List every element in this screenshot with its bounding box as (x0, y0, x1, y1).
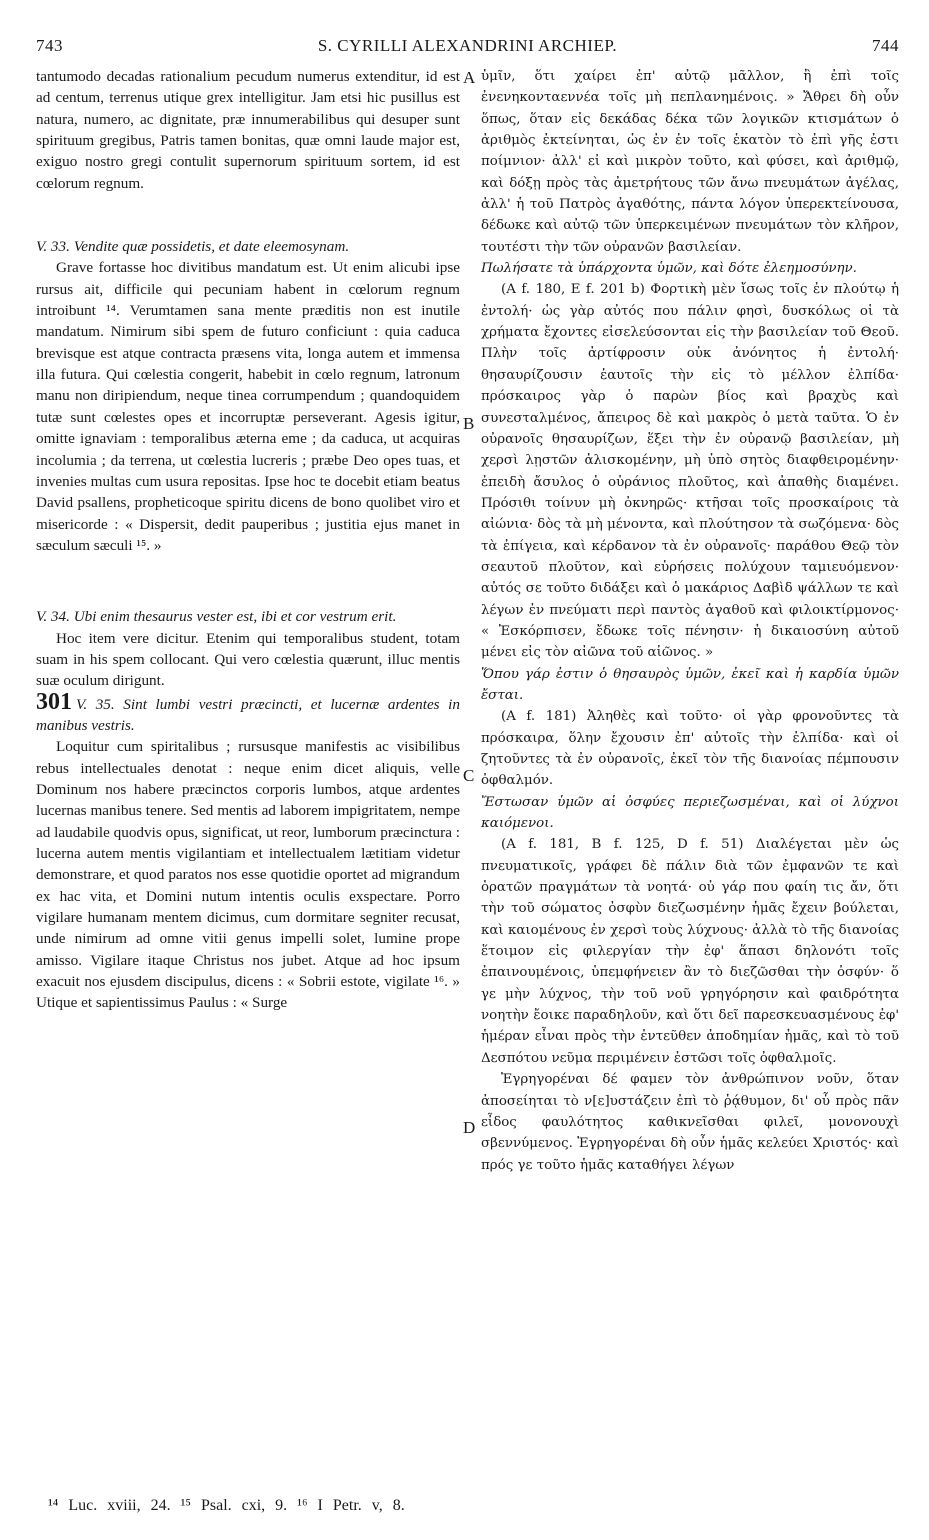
latin-paragraph: Loquitur cum spiritalibus ; rursusque manifestis ac visibilibus rebus intellectuales denotat : neque enim dicet aliquis, velle Dominum nos habere præcinctos corporis lumbos, atque ardentes lucernas manibus tenere. Sed mentis ad laborem impigritatem, nempe ad laudabile quodvis opus, significat, ut reor, lumborum præcinctura : lucerna autem mentis vigilantiam et intellectualem lætitiam videtur demonstrare, et quod paratos nos esse quotidie oportet ad migrandum ex hac vita, et Domini nutum intentis oculis exspectare. Porro vigilare humanam mentem dicimus, cum dormitare segniter recusat, unde nimirum ad omne vitii genus impelli solet, lumine prope amisso. Vigilare itaque Christus nos jubet. Atque ad hoc ipsum exacuit nos ejusdem discipulus, dicens : « Sobrii estote, vigilate ¹⁶. » Utique et sapientissimus Paulus : « Surge (36, 738, 460, 1012)
latin-paragraph: Hoc item vere dicitur. Etenim qui temporalibus student, totam suam in his spem collocant. Qui vero cœlestia quærunt, illuc mentis suæ oculum dirigunt. (36, 629, 460, 690)
greek-column (481, 66, 899, 1176)
page-number-left: 743 (36, 36, 63, 55)
margin-letter-b: B (463, 414, 475, 433)
greek-verse-heading: Ἔστωσαν ὑμῶν αἱ ὀσφύες περιεζωσμέναι, καὶ οἱ λύχνοι καιόμενοι. (481, 794, 899, 832)
greek-paragraph: ὑμῖν, ὅτι χαίρει ἐπ' αὐτῷ μᾶλλον, ἢ ἐπὶ τοῖς ἐνενηκονταεννέα τοῖς μὴ πεπλανημένοις. » Ἄθρει δὴ οὖν ὅπως, ὅταν εἰς δεκάδας δέκα τῶν λογικῶν κτισμάτων ὁ ἀριθμὸς ἐκτείνηται, ὡς ἐν ἐν τοῖς ἑκατὸν τὸ ἐπὶ γῆς ἐστι ποίμνιον· ἀλλ' εἰ καὶ μικρὸν τοῦτο, καὶ φύσει, καὶ ἀριθμῷ, καὶ δόξῃ πρὸς τὰς ἀμετρήτους τῶν ἄνω πνευμάτων ἀγέλας, ἀλλ' ἡ τοῦ Πατρὸς ἀγαθότης, πάντα λόγον ὑπερεκτείνουσα, δέδωκε καὶ αὐτῷ τῶν ὑπερκειμένων πνευμάτων τὸν κλῆρον, τουτέστι τὴν τῶν οὐρανῶν βασιλείαν. (481, 69, 899, 255)
margin-letter-d: D (463, 1118, 476, 1137)
latin-verse-heading: V. 33. Vendite quæ possidetis, et date eleemosynam. (36, 238, 350, 256)
latin-paragraph: tantumodo decadas rationalium pecudum numerus extenditur, id est ad centum, terrenus utique grex intelligitur. Jam etsi hic pusillus est natura, numero, ac dignitate, præ innumerabilibus qui desuper sunt spirituum gregibus, Patris tamen bonitas, quæ omni laude major est, exiguo nostro gregi contulit supernorum spirituum sortem, id est cœlorum regnum. (36, 68, 460, 192)
latin-verse-heading-text: V. 35. Sint lumbi vestri præcincti, et lucernæ ardentes in manibus vestris. (36, 695, 460, 734)
margin-letter-c: C (463, 766, 475, 785)
greek-verse-heading: Ὅπου γάρ ἐστιν ὁ θησαυρὸς ὑμῶν, ἐκεῖ καὶ ἡ καρδία ὑμῶν ἔσται. (481, 666, 899, 703)
greek-paragraph: (A f. 181, B f. 125, D f. 51) Διαλέγεται μὲν ὡς πνευματικοῖς, γράφει δὲ πάλιν διὰ τῶν ἐμφανῶν τε καὶ ὁρατῶν πραγμάτων τὰ νοητά· οὐ γάρ που φαίη τις ἄν, ὅτι τὴν τοῦ σώματος ὀσφὺν διεζωσμένην ἡμᾶς ἔχειν βούλεται, καὶ καιομένους ἐν χερσὶ τοὺς λύχνους· ἀλλὰ τὸ τῆς διανοίας ἕτοιμον εἰς φιλεργίαν τὴν ἐφ' ἅπασι δηλονότι τοῖς ἐπαινουμένοις, ὑπεμφήνειεν ἂν τὸ διεζῶσθαι τὴν ὀσφύν· ὅ γε μὴν λύχνος, τὴν τοῦ νοῦ γρηγόρησιν καὶ φαιδρότητα νοητὴν ἔοικε παραδηλοῦν, καὶ ὅτι δεῖ παρεσκευασμένους ἐφ' ἡμέραν εἶναι πρὸς τὴν ἐντεῦθεν ἀποδημίαν ἡμᾶς, καὶ τὸ τοῦ Δεσπότου νεῦμα περιμένειν ἐστῶσι τοῖς ὀφθαλμοῖς. (481, 837, 899, 1066)
greek-paragraph: (A f. 181) Ἀληθὲς καὶ τοῦτο· οἱ γὰρ φρονοῦντες τὰ πρόσκαιρα, ὅλην ἔχουσιν ἐπ' αὐτοῖς τὴν ἐλπίδα· καὶ οἱ ζητοῦντες τὰ ἐν οὐρανοῖς, ἐκεῖ τὸν τῆς διανοίας πέμπουσιν ὀφθαλμόν. (481, 709, 899, 789)
greek-verse-heading: Πωλήσατε τὰ ὑπάρχοντα ὑμῶν, καὶ δότε ἐλεημοσύνην. (481, 261, 857, 277)
margin-letter-a: A (463, 68, 476, 87)
latin-verse-heading: V. 34. Ubi enim thesaurus vester est, ibi et cor vestrum erit. (36, 608, 397, 626)
page-header (36, 36, 899, 66)
latin-column (36, 66, 460, 1014)
greek-paragraph: Ἐγρηγορέναι δέ φαμεν τὸν ἀνθρώπινον νοῦν, ὅταν ἀποσείηται τὸ ν[ε]υστάζειν ἐπὶ τὸ ῥᾴθυμον, δι' οὗ πρὸς πᾶν εἶδος φαυλότητος καθικνεῖσθαι φιλεῖ, μονονουχὶ σβεννύμενος. Ἐγρηγορέναι δὴ οὖν ἡμᾶς κελεύει Χριστός· καὶ πρός γε τοῦτο ἡμᾶς καταθήγει λέγων (481, 1072, 899, 1173)
footnotes: ¹⁴ Luc. xviii, 24. ¹⁵ Psal. cxi, 9. ¹⁶ I Petr. v, 8. (48, 1497, 405, 1514)
page-number-right: 744 (872, 36, 899, 55)
latin-paragraph: Grave fortasse hoc divitibus mandatum est. Ut enim alicubi ipse rursus ait, difficile qui pecuniam habent in cœlorum regnum introibunt ¹⁴. Verumtamen sana mente præditis non est inutile mandatum. Nimirum sibi spem de futuro conficiunt : quia caduca brevisque est atque contracta præsens vita, longa autem et immensa illa futura. Qui cœlestia congerit, habebit in cœlo regnum, latronum manu non diripiendum, neque tinea corrumpendum ; quandoquidem tutæ sunt cœlestes opes et incorruptæ perseverant. Agesis igitur, omitte ignaviam : temporalibus æterna eme ; da caduca, ut acquiras incolumia ; da terrena, ut cœlestia lucreris ; præbe Deo opes tuas, et invenies multas cum usura repositas. Ipse hoc te docebit etiam beatus David psallens, propheticoque spiritu dicens de bono quolibet viro et misericorde : « Dispersit, dedit pauperibus ; justitia ejus manet in sæculum sæculi ¹⁵. » (36, 259, 460, 554)
latin-verse-heading (36, 688, 460, 737)
greek-paragraph: (A f. 180, E f. 201 b) Φορτικὴ μὲν ἴσως τοῖς ἐν πλούτῳ ἡ ἐντολή· ὡς γὰρ αὐτός που πάλιν φησὶ, δυσκόλως οἱ τὰ χρήματα ἔχοντες εἰσελεύσονται εἰς τὴν βασιλείαν τοῦ Θεοῦ. Πλὴν τοῖς ἀρτίφροσιν οὐκ ἀνόνητος ἡ ἐντολή· θησαυρίζουσιν ἑαυτοῖς τὴν εἰς τὸ μέλλον ἐλπίδα· πρόσκαιρος γὰρ ὁ παρὼν βίος καὶ βραχὺς καὶ συνεσταλμένος, ἄπειρος δὲ καὶ μακρὸς ὁ μετὰ ταῦτα. Ὁ ἐν οὐρανοῖς θησαυρίζων, ἕξει τὴν ἐν οὐρανῷ βασιλείαν, μὴ χερσὶ λῃστῶν ἁλισκομένην, μὴ ὑπὸ σητὸς διαφθειρομένην· ἐπειδὴ ἄσυλος ὁ οὐράνιος πλοῦτος, καὶ ἀπαθὴς διαμένει. Πρόσιθι τοίνυν μὴ ὀκνηρῶς· κτῆσαι τοῖς προσκαίροις τὰ αἰώνια· δὸς τὰ μὴ μένοντα, καὶ πλούτησον τὰ σωζόμενα· δὸς τὰ ἐπίγεια, καὶ κέρδανον τὰ ἐν οὐρανοῖς· παράθου Θεῷ τὸν σεαυτοῦ πλοῦτον, καὶ εὑρήσεις πολύχουν ταμιευόμενον· αὐτός σε τοῦτο διδάξει καὶ ὁ μακάριος Δαβὶδ ψάλλων τε καὶ λέγων ἐν πνεύματι περὶ παντὸς ἀγαθοῦ καὶ φιλοικτίρμονος· « Ἐσκόρπισεν, ἔδωκε τοῖς πένησιν· ἡ δικαιοσύνη αὐτοῦ μένει εἰς τὸν αἰῶνα τοῦ αἰῶνος. » (481, 282, 899, 661)
column-number: 301 (36, 688, 72, 715)
running-title: S. CYRILLI ALEXANDRINI ARCHIEP. (317, 36, 618, 55)
